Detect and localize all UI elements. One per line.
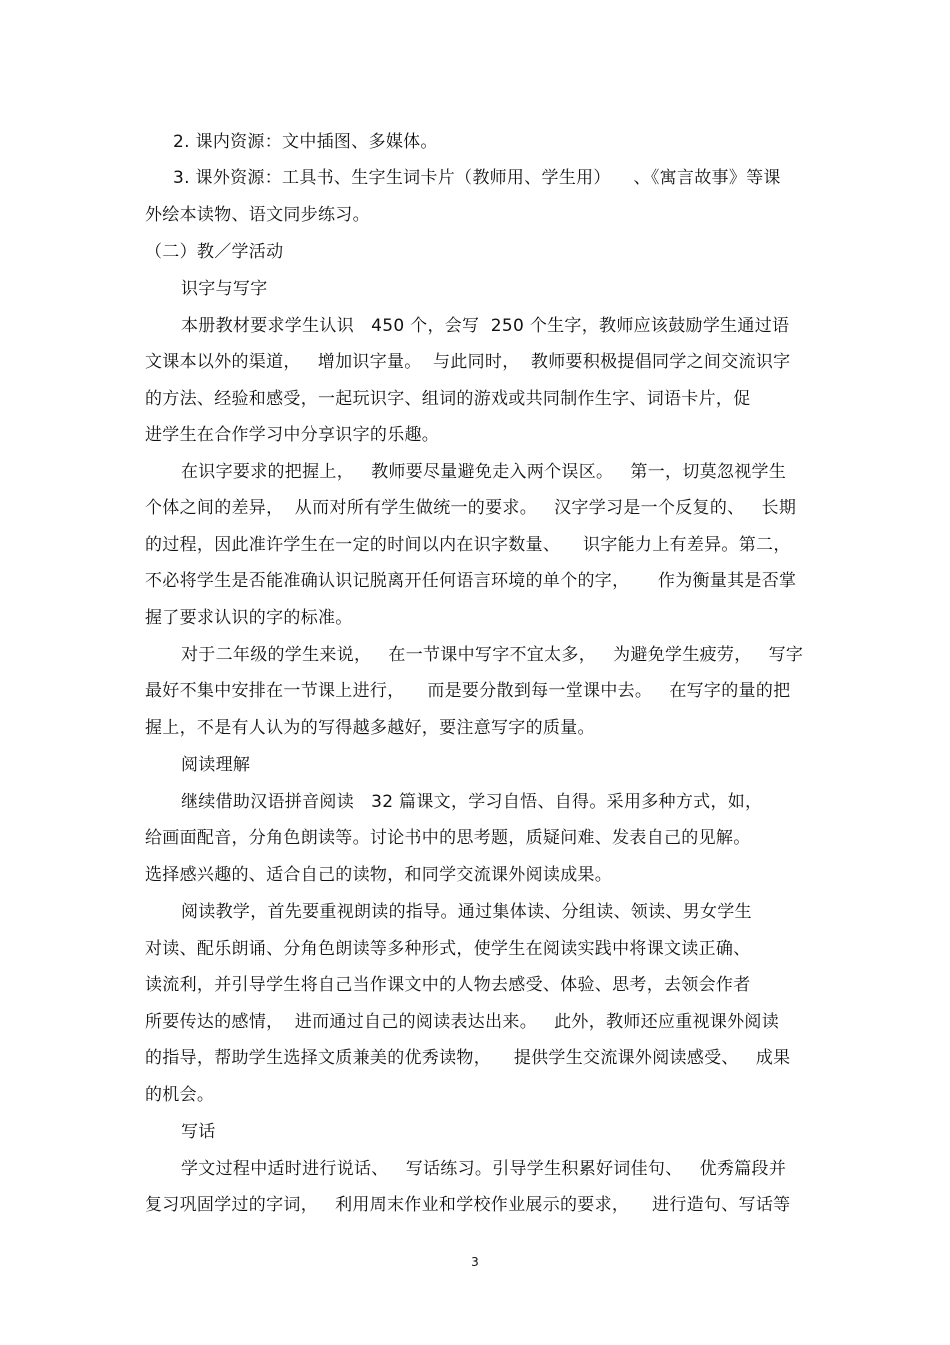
text-line: 握上，不是有人认为的写得越多越好，要注意写字的质量。	[145, 718, 595, 738]
text-line: 的过程，因此准许学生在一定的时间以内在识字数量、 识字能力上有差异。第二，	[145, 535, 791, 555]
text-line: 的机会。	[145, 1085, 215, 1105]
text-line: 阅读教学，首先要重视朗读的指导。通过集体读、分组读、领读、男女学生	[181, 902, 752, 922]
text-line: 继续借助汉语拼音阅读 32 篇课文，学习自悟、自得。采用多种方式，如，	[181, 792, 763, 812]
text-line: 个体之间的差异， 从而对所有学生做统一的要求。 汉字学习是一个反复的、 长期	[145, 498, 797, 518]
section-heading: （二）教／学活动	[145, 242, 284, 262]
subsection-heading: 阅读理解	[181, 755, 251, 775]
text-line: 外绘本读物、语文同步练习。	[145, 205, 370, 225]
text-line: 所要传达的感情， 进而通过自己的阅读表达出来。 此外，教师还应重视课外阅读	[145, 1012, 780, 1032]
text-line: 的指导，帮助学生选择文质兼美的优秀读物， 提供学生交流课外阅读感受、 成果	[145, 1048, 791, 1068]
text-line: 最好不集中安排在一节课上进行， 而是要分散到每一堂课中去。 在写字的量的把	[145, 681, 791, 701]
text-line: 本册教材要求学生认识 450 个，会写 250 个生字，教师应该鼓励学生通过语	[181, 316, 790, 336]
text-line: 不必将学生是否能准确认识记脱离开任何语言环境的单个的字， 作为衡量其是否掌	[145, 571, 797, 591]
page-number: 3	[471, 1255, 479, 1269]
text-line: 进学生在合作学习中分享识字的乐趣。	[145, 425, 440, 445]
text-line: 复习巩固学过的字词， 利用周末作业和学校作业展示的要求， 进行造句、写话等	[145, 1195, 791, 1215]
text-line: 2. 课内资源：文中插图、多媒体。	[173, 132, 438, 152]
text-line: 在识字要求的把握上， 教师要尽量避免走入两个误区。 第一，切莫忽视学生	[181, 462, 787, 482]
text-line: 读流利，并引导学生将自己当作课文中的人物去感受、体验、思考，去领会作者	[145, 975, 751, 995]
text-line: 对于二年级的学生来说， 在一节课中写字不宜太多， 为避免学生疲劳， 写字	[181, 645, 804, 665]
text-line: 握了要求认识的字的标准。	[145, 608, 353, 628]
text-line: 对读、配乐朗诵、分角色朗读等多种形式，使学生在阅读实践中将课文读正确、	[145, 939, 751, 959]
subsection-heading: 写话	[181, 1122, 216, 1142]
text-line: 给画面配音，分角色朗读等。讨论书中的思考题，质疑问难、发表自己的见解。	[145, 828, 751, 848]
text-line: 的方法、经验和感受，一起玩识字、组词的游戏或共同制作生字、词语卡片，促	[145, 389, 751, 409]
subsection-heading: 识字与写字	[181, 279, 268, 299]
text-line: 文课本以外的渠道， 增加识字量。 与此同时， 教师要积极提倡同学之间交流识字	[145, 352, 791, 372]
text-line: 选择感兴趣的、适合自己的读物，和同学交流课外阅读成果。	[145, 865, 613, 885]
text-line: 3. 课外资源：工具书、生字生词卡片（教师用、学生用） 、《寓言故事》等课	[173, 168, 781, 188]
text-line: 学文过程中适时进行说话、 写话练习。引导学生积累好词佳句、 优秀篇段并	[181, 1159, 787, 1179]
